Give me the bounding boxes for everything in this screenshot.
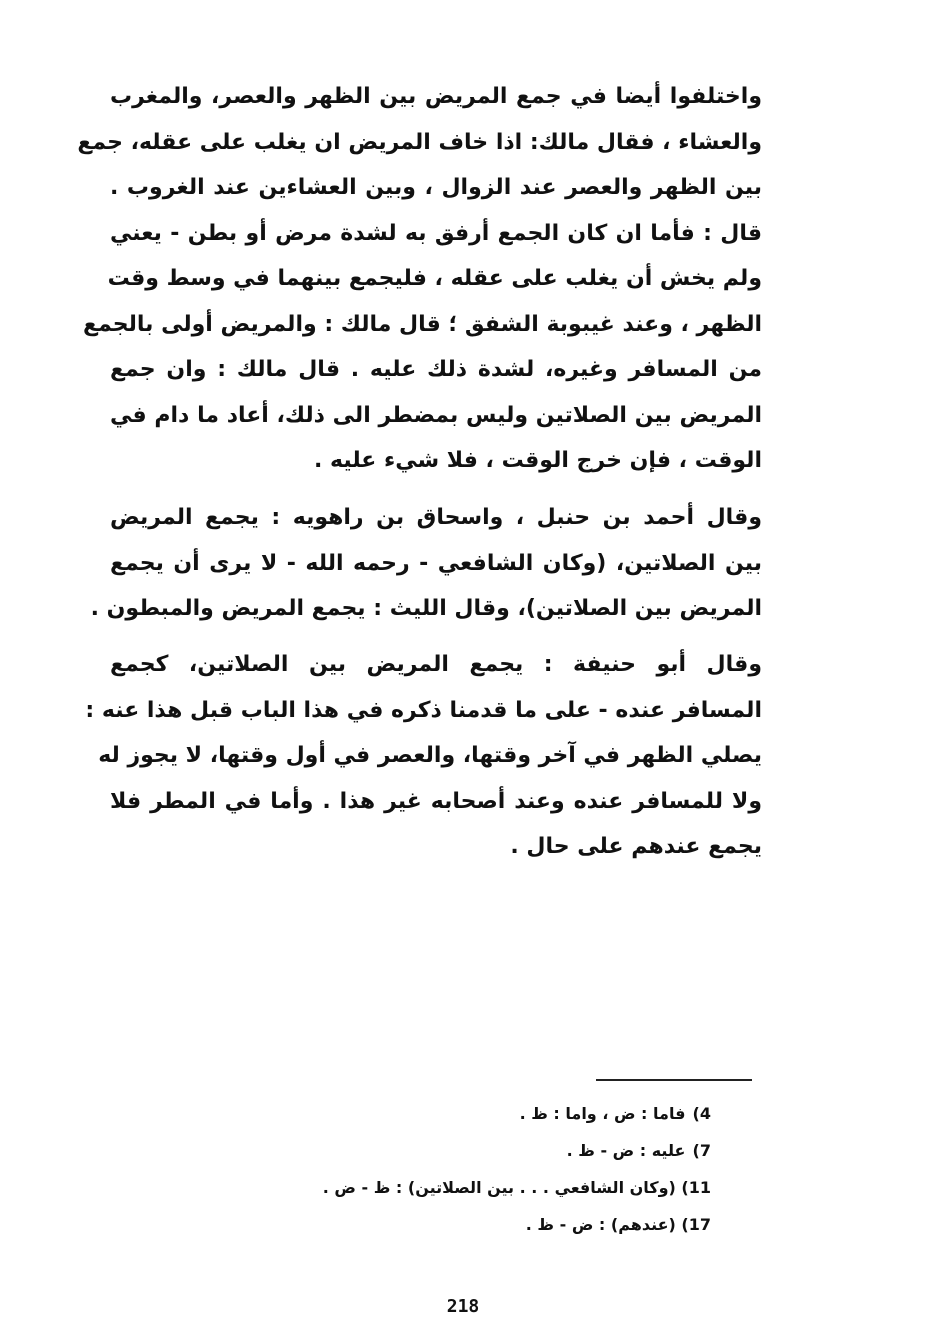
footnote [231, 1095, 711, 1132]
text-line: يجمع عندهم على حال . [510, 834, 762, 859]
text-line: الوقت ، فإن خرج الوقت ، فلا شيء عليه . [313, 448, 762, 473]
footnote-number: 11) [681, 1178, 711, 1197]
text-line: وقال أحمد بن حنبل ، واسحاق بن راهويه : يجمع المريض [110, 505, 762, 530]
text-line: ولا للمسافر عنده وعند أصحابه غير هذا . وأما في المطر فلا [110, 788, 762, 814]
text-line: وقال أبو حنيفة : يجمع المريض بين الصلاتين، كجمع [110, 652, 762, 677]
text-line: يصلي الظهر في آخر وقتها، والعصر في أول وقتها، لا يجوز له [98, 743, 762, 768]
text-line: قال : فأما ان كان الجمع أرفق به لشدة مرض أو بطن - يعني [110, 220, 762, 246]
text-line: المريض بين الصلاتين)، وقال الليث : يجمع المريض والمبطون . [90, 596, 762, 621]
footnote-number: 7) [692, 1141, 711, 1160]
footnote-text: (عندهم) : ض - ظ . [525, 1215, 676, 1234]
footnote [231, 1206, 711, 1243]
footnotes [231, 1095, 711, 1243]
text-line: من المسافر وغيره، لشدة ذلك عليه . قال مالك : وان جمع [110, 357, 762, 382]
footnote-number: 4) [692, 1104, 711, 1123]
text-line: بين الظهر والعصر عند الزوال ، وبين العشاءين عند الغروب . [110, 175, 762, 200]
paragraph-2 [90, 495, 762, 632]
footnote-text: فاما : ض ، واما : ظ . [519, 1104, 686, 1123]
text-line: ولم يخش أن يغلب على عقله ، فليجمع بينهما في وسط وقت [107, 266, 762, 291]
paragraph-1 [77, 74, 762, 484]
text-line: المسافر عنده - على ما قدمنا ذكره في هذا الباب قبل هذا عنه : [85, 697, 762, 723]
text-line: بين الصلاتين، (وكان الشافعي - رحمه الله - لا يرى أن يجمع [110, 550, 762, 576]
footnote [231, 1169, 711, 1206]
paragraph-3 [85, 642, 762, 870]
text-line: الظهر ، وعند غيبوبة الشفق ؛ قال مالك : والمريض أولى بالجمع [83, 311, 762, 337]
footnote-text: عليه : ض - ظ . [566, 1141, 686, 1160]
footnote [231, 1132, 711, 1169]
text-line: واختلفوا أيضا في جمع المريض بين الظهر والعصر، والمغرب [110, 84, 762, 109]
text-line: والعشاء ، فقال مالك: اذا خاف المريض ان يغلب على عقله، جمع [77, 129, 762, 155]
text-line: المريض بين الصلاتين وليس بمضطر الى ذلك، أعاد ما دام في [110, 402, 762, 428]
footnote-number: 17) [681, 1215, 711, 1234]
footnote-text: (وكان الشافعي . . . بين الصلاتين) : ظ - ض . [322, 1178, 676, 1197]
page-number: 218 [446, 1296, 480, 1317]
footnote-divider [596, 1079, 752, 1081]
